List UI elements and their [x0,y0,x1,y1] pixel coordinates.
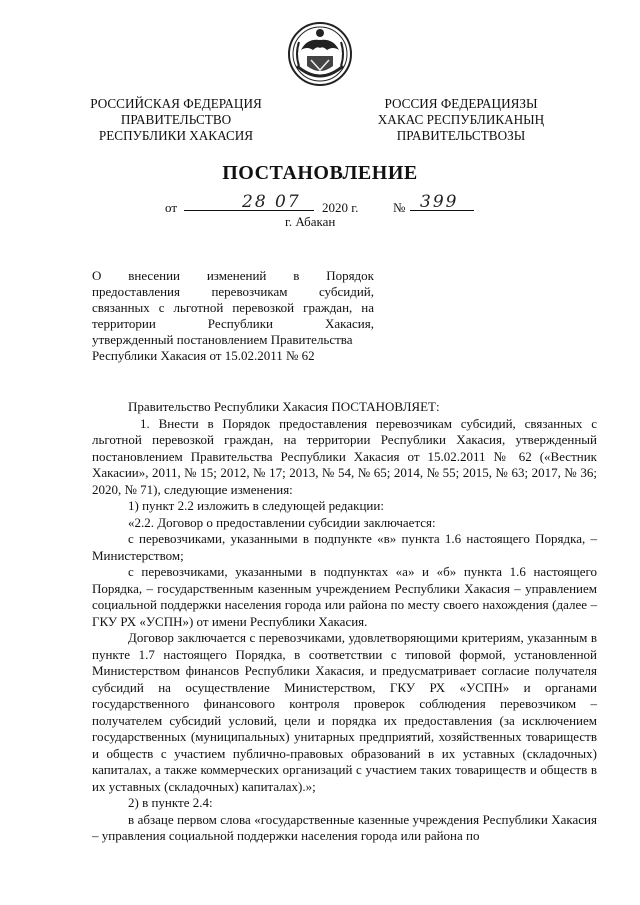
body-paragraph: с перевозчиками, указанными в подпунктах «а» и «б» пункта 1.6 настоящего Порядка, – государственным казенным учреждением Республики Хакасия – управлением социальной поддержки населения города или района по месту своего нахождения (далее – ГКУ РХ «УСПН») от имени Республики Хакасия. [92,564,597,629]
date-handwritten: 28 07 [242,192,301,212]
header-right-line-3: ПРАВИТЕЛЬСТВОЗЫ [396,128,526,143]
header-right-line-1: РОССИЯ ФЕДЕРАЦИЯЗЫ [384,96,538,111]
header-right [363,96,559,144]
body-paragraph: 2) в пункте 2.4: [128,795,213,810]
body-paragraph: «2.2. Договор о предоставлении субсидии заключается: [128,514,436,530]
header-right-line-2: ХАКАС РЕСПУБЛИКАНЫҢ [377,112,545,127]
city-label: г. Абакан [285,214,336,229]
date-prefix: от [165,200,178,215]
year-label: 2020 г. [322,200,359,215]
date-number-line [0,192,640,216]
document-subject [92,268,374,364]
number-sign: № [393,200,406,215]
header-left-line-1: РОССИЙСКАЯ ФЕДЕРАЦИЯ [90,96,262,111]
subject-line: предоставления перевозчикам субсидий, [92,284,374,299]
number-handwritten: 399 [420,192,459,212]
body-paragraph: 1. Внести в Порядок предоставления перевозчикам субсидий, связанных с льготной перевозкой граждан, на территории Республики Хакасия, утвержденный постановлением Правительства Республики Хакасия от 15.02.2011 № 62 («Вестник Хакасии», 2011, № 15; 2012, № 17; 2013, № 54, № 65; 2014, № 55; 2015, № 63; 2017, № 36; 2020, № 71), следующие изменения: [92,415,597,497]
header-left-line-3: РЕСПУБЛИКИ ХАКАСИЯ [98,128,254,143]
coat-of-arms-emblem [287,20,353,88]
document-title: ПОСТАНОВЛЕНИЕ [222,162,418,184]
header-left-line-2: ПРАВИТЕЛЬСТВО [120,112,232,127]
body-paragraph: Правительство Республики Хакасия ПОСТАНОВЛЯЕТ: [128,399,440,414]
body-paragraph: 1) пункт 2.2 изложить в следующей редакции: [128,498,384,513]
body-paragraph: в абзаце первом слова «государственные казенные учреждения Республики Хакасия – управления социальной поддержки населения города или района по [92,811,597,843]
body-paragraph: Договор заключается с перевозчиками, удовлетворяющими критериям, указанным в пункте 1.7 настоящего Порядка, в соответствии с типовой формой, установленной Министерством финансов Республики Хакасия, и предусматривает согласие получателя субсидий на осуществление Министерством, ГКУ РХ «УСПН» и органами государственного финансового контроля проверок соблюдения перевозчиком – получателем субсидий условий, цели и порядка их предоставления (за исключением государственных (муниципальных) унитарных предприятий, хозяйственных товариществ и обществ с участием публично-правовых образований в их уставных (складочных) капиталах, а также коммерческих организаций с участием таких товариществ и обществ в их уставных (складочных) капиталах).»; [92,630,597,794]
subject-line: территории Республики Хакасия, [92,316,374,331]
document-body [92,399,597,845]
header-left [78,96,274,144]
body-paragraph: с перевозчиками, указанными в подпункте «в» пункта 1.6 настоящего Порядка, – Министерством; [92,531,597,563]
subject-line: связанных с льготной перевозкой граждан, на [92,300,374,315]
subject-line: Республики Хакасия от 15.02.2011 № 62 [92,348,315,363]
subject-line: О внесении изменений в Порядок [92,268,374,283]
subject-line: утвержденный постановлением Правительства [92,332,353,347]
